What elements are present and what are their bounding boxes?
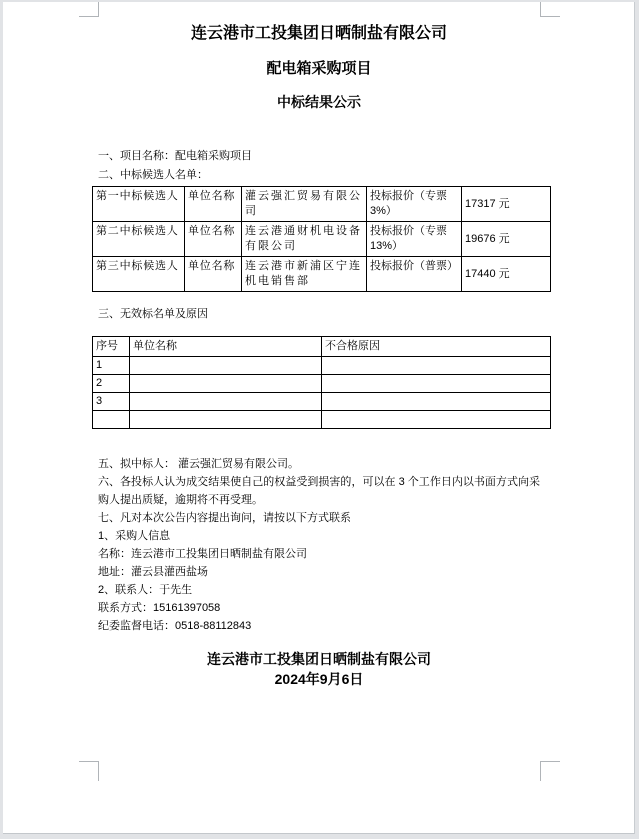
- unit-name-cell: [130, 357, 322, 375]
- candidates-table: [92, 186, 551, 292]
- margin-crop-mark-top-left: [79, 2, 99, 17]
- buyer-name: 名称：连云港市工投集团日晒制盐有限公司: [98, 548, 307, 560]
- header-serial: 序号: [93, 337, 130, 357]
- project-title: 配电箱采购项目: [266, 60, 372, 77]
- buyer-address: 地址：灌云县灌西盐场: [98, 566, 208, 578]
- unit-label-cell: 单位名称: [185, 187, 242, 222]
- invalid-table-row: [93, 411, 551, 429]
- section-items: [98, 147, 540, 185]
- objection-paragraph: 六、各投标人认为成交结果使自己的权益受到损害的，可以在 3 个工作日内以书面方式向采购人提出质疑，逾期将不再受理。: [98, 476, 540, 506]
- company-title: 连云港市工投集团日晒制盐有限公司: [190, 25, 447, 42]
- reason-cell: [322, 375, 551, 393]
- reason-cell: [322, 411, 551, 429]
- price-value-cell: 19676 元: [462, 222, 551, 257]
- buyer-info-label: 1、采购人信息: [98, 530, 171, 542]
- company-name-cell: 连云港市新浦区宁连机电销售部: [242, 257, 367, 292]
- reason-cell: [322, 357, 551, 375]
- candidate-rank-cell: 第二中标候选人: [93, 222, 185, 257]
- contact-person: 2、联系人：于先生: [98, 584, 193, 596]
- invalid-table-row: [93, 375, 551, 393]
- serial-cell: 2: [93, 375, 130, 393]
- candidates-table-row: [93, 187, 551, 222]
- header-unit-name: 单位名称: [130, 337, 322, 357]
- unit-label-cell: 单位名称: [185, 222, 242, 257]
- company-name-cell: 灌云强汇贸易有限公司: [242, 187, 367, 222]
- invalid-bids-heading: 三、无效标名单及原因: [98, 308, 208, 320]
- price-value-cell: 17317 元: [462, 187, 551, 222]
- invalid-table-row: [93, 357, 551, 375]
- winner-paragraph: 五、拟中标人： 灌云强汇贸易有限公司。: [98, 458, 300, 470]
- document-content: [98, 2, 540, 689]
- unit-name-cell: [130, 375, 322, 393]
- announcement-title: 中标结果公示: [277, 94, 361, 110]
- price-label-cell: 投标报价（普票）: [367, 257, 462, 292]
- unit-name-cell: [130, 393, 322, 411]
- candidates-table-row: [93, 257, 551, 292]
- document-page: [3, 2, 635, 834]
- item-project-name: 一、项目名称：配电箱采购项目: [98, 150, 252, 162]
- unit-name-cell: [130, 411, 322, 429]
- candidate-rank-cell: 第三中标候选人: [93, 257, 185, 292]
- candidates-table-row: [93, 222, 551, 257]
- invalid-table-header-row: [93, 337, 551, 357]
- signature-date: 2024年9月6日: [274, 671, 364, 687]
- company-name-cell: 连云港通财机电设备有限公司: [242, 222, 367, 257]
- contact-phone: 联系方式：15161397058: [98, 602, 221, 614]
- serial-cell: [93, 411, 130, 429]
- inquiry-paragraph: 七、凡对本次公告内容提出询问，请按以下方式联系: [98, 512, 351, 524]
- invalid-table-row: [93, 393, 551, 411]
- reason-cell: [322, 393, 551, 411]
- header-reason: 不合格原因: [322, 337, 551, 357]
- price-label-cell: 投标报价（专票13%）: [367, 222, 462, 257]
- margin-crop-mark-bottom-left: [79, 761, 99, 781]
- unit-label-cell: 单位名称: [185, 257, 242, 292]
- signature-block: [98, 649, 540, 689]
- margin-crop-mark-top-right: [540, 2, 560, 17]
- price-label-cell: 投标报价（专票3%）: [367, 187, 462, 222]
- candidate-rank-cell: 第一中标候选人: [93, 187, 185, 222]
- serial-cell: 3: [93, 393, 130, 411]
- margin-crop-mark-bottom-right: [540, 761, 560, 781]
- price-value-cell: 17440 元: [462, 257, 551, 292]
- signature-company: 连云港市工投集团日晒制盐有限公司: [207, 651, 431, 667]
- invalid-bids-table: [92, 336, 551, 429]
- supervise-phone: 纪委监督电话：0518-88112843: [98, 620, 252, 632]
- serial-cell: 1: [93, 357, 130, 375]
- body-paragraphs: [98, 455, 540, 635]
- item-candidate-list-heading: 二、中标候选人名单：: [98, 169, 208, 181]
